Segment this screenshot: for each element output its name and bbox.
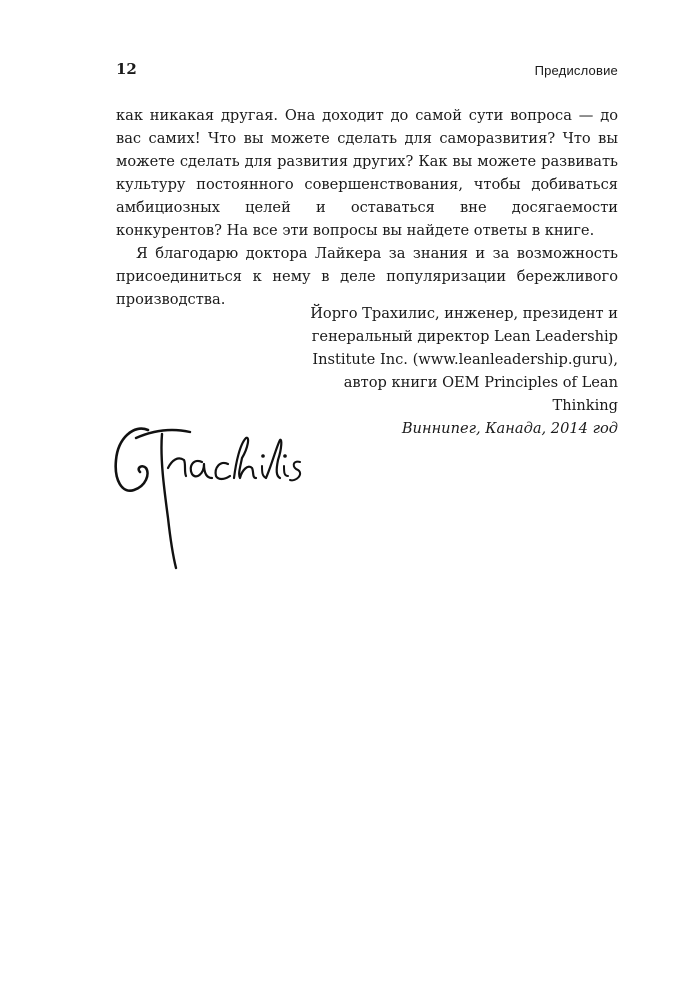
body-text [116, 104, 618, 311]
paragraph: Я благодарю доктора Лайкера за знания и за возможность присоединиться к нему в деле популяризации бережливого производства. [116, 245, 618, 308]
page-number: 12 [116, 60, 137, 78]
signature-image [106, 418, 306, 578]
place-date: Виннипег, Канада, 2014 год [401, 420, 618, 437]
author-credit: Йорго Трахилис, инженер, президент и генеральный директор Lean Leadership Institute Inc. (www.leanleadership.guru), автор книги OEM Principles of Lean Thinking [310, 305, 618, 414]
attribution [286, 302, 618, 440]
paragraph: как никакая другая. Она доходит до самой сути вопроса — до вас самих! Что вы можете сделать для саморазвития? Что вы можете сделать для развития других? Как вы можете развивать культуру постоянного совершенствования, чтобы добиваться амбициозных целей и оставаться вне досягаемости конкурентов? На все эти вопросы вы найдете ответы в книге. [116, 107, 618, 239]
running-head: Предисловие [534, 63, 618, 78]
